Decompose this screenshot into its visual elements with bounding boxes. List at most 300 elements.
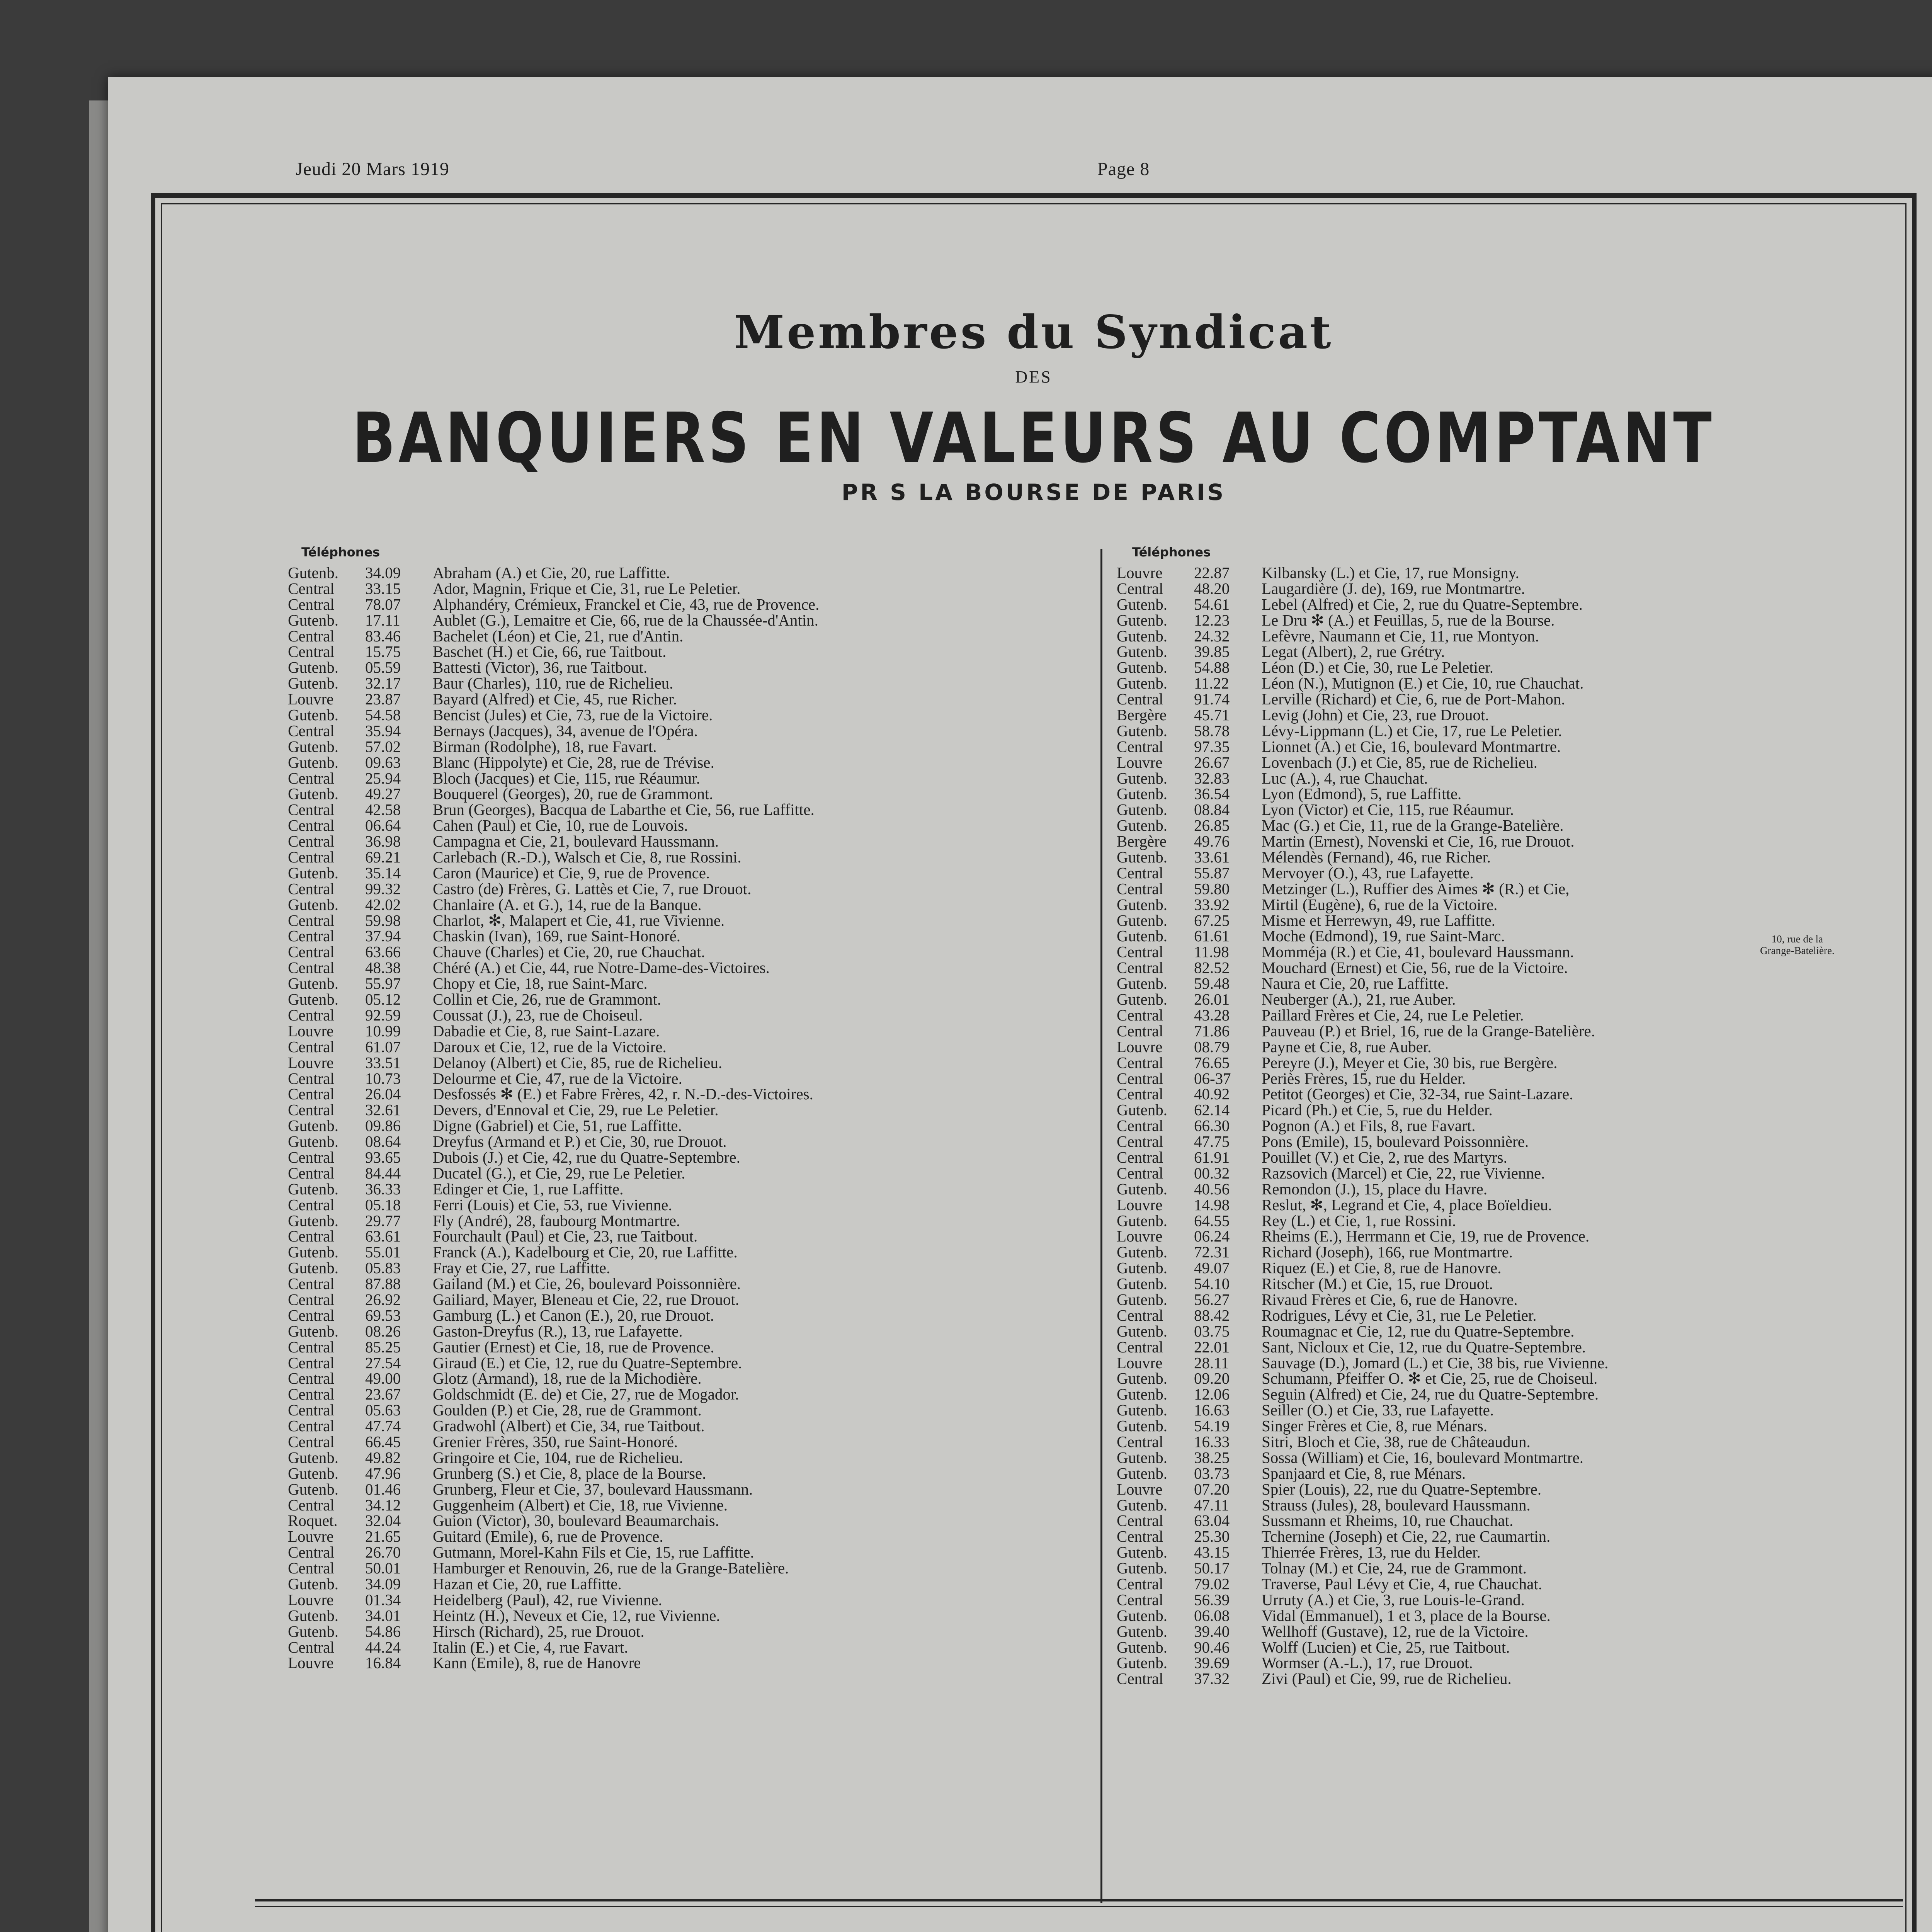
phone-exchange: Gutenb. <box>1117 1290 1167 1308</box>
member-entry: Fly (André), 28, faubourg Montmartre. <box>433 1211 680 1230</box>
member-row <box>288 1608 1076 1624</box>
member-row <box>1117 1197 1774 1213</box>
member-entry: Kann (Emile), 8, rue de Hanovre <box>433 1654 641 1672</box>
member-entry: Neuberger (A.), 21, rue Auber. <box>1262 990 1456 1009</box>
member-entry: Luc (A.), 4, rue Chauchat. <box>1262 769 1428 787</box>
member-row <box>288 865 1076 881</box>
phone-exchange: Gutenb. <box>288 674 338 692</box>
phone-exchange: Central <box>288 1085 335 1103</box>
member-row <box>288 897 1076 913</box>
phone-exchange: Gutenb. <box>288 753 338 771</box>
phone-exchange: Gutenb. <box>1117 1559 1167 1577</box>
member-row <box>288 1434 1076 1450</box>
phone-exchange: Central <box>1117 1512 1163 1530</box>
member-row <box>288 1339 1076 1355</box>
member-row <box>288 913 1076 929</box>
phone-exchange: Roquet. <box>288 1512 338 1530</box>
phone-number: 55.01 <box>365 1243 401 1261</box>
member-row <box>1117 1007 1774 1023</box>
member-entry: Laugardière (J. de), 169, rue Montmartre. <box>1262 579 1525 597</box>
phone-number: 05.59 <box>365 658 401 677</box>
phone-number: 42.02 <box>365 895 401 913</box>
member-entry: Metzinger (L.), Ruffier des Aimes ✻ (R.) et Cie, <box>1262 879 1570 898</box>
phone-number: 23.67 <box>365 1385 401 1403</box>
member-row <box>288 1244 1076 1260</box>
phone-number: 66.45 <box>365 1432 401 1451</box>
member-row <box>1117 913 1774 929</box>
member-entry: Pauveau (P.) et Briel, 16, rue de la Grange-Batelière. <box>1262 1022 1595 1040</box>
phone-number: 12.23 <box>1194 611 1230 629</box>
member-entry: Delourme et Cie, 47, rue de la Victoire. <box>433 1069 682 1087</box>
member-row <box>1117 1228 1774 1244</box>
phone-number: 23.87 <box>365 690 401 708</box>
phone-exchange: Central <box>288 927 335 945</box>
member-row <box>1117 1181 1774 1197</box>
member-row <box>1117 1118 1774 1134</box>
phone-number: 40.92 <box>1194 1085 1230 1103</box>
phone-exchange: Gutenb. <box>1117 990 1167 1009</box>
phone-exchange: Gutenb. <box>1117 769 1167 787</box>
phone-number: 08.84 <box>1194 801 1230 819</box>
member-entry: Chanlaire (A. et G.), 14, rue de la Banque. <box>433 895 702 913</box>
member-entry: Bernays (Jacques), 34, avenue de l'Opéra. <box>433 721 698 740</box>
phone-number: 50.17 <box>1194 1559 1230 1577</box>
phone-number: 62.14 <box>1194 1101 1230 1119</box>
phone-exchange: Louvre <box>288 1527 334 1546</box>
member-row <box>288 1086 1076 1102</box>
member-entry: Urruty (A.) et Cie, 3, rue Louis-le-Grand. <box>1262 1590 1525 1609</box>
phone-number: 66.30 <box>1194 1117 1230 1135</box>
phone-exchange: Central <box>1117 1117 1163 1135</box>
member-entry: Ducatel (G.), et Cie, 29, rue Le Peletier. <box>433 1164 685 1182</box>
member-row <box>288 1560 1076 1576</box>
phone-exchange: Gutenb. <box>288 1259 338 1277</box>
right-telephones-label: Téléphones <box>1132 545 1211 560</box>
phone-exchange: Central <box>1117 690 1163 708</box>
member-row <box>288 1624 1076 1639</box>
phone-exchange: Gutenb. <box>1117 1543 1167 1561</box>
phone-exchange: Gutenb. <box>1117 927 1167 945</box>
phone-exchange: Central <box>1117 959 1163 977</box>
phone-number: 43.15 <box>1194 1543 1230 1561</box>
phone-exchange: Gutenb. <box>1117 611 1167 629</box>
phone-number: 33.61 <box>1194 848 1230 866</box>
phone-number: 16.63 <box>1194 1401 1230 1419</box>
member-entry: Brun (Georges), Bacqua de Labarthe et Cie, 56, rue Laffitte. <box>433 801 815 819</box>
phone-number: 37.32 <box>1194 1670 1230 1688</box>
member-row <box>1117 1339 1774 1355</box>
member-row <box>1117 1308 1774 1323</box>
member-row <box>288 1308 1076 1323</box>
phone-exchange: Central <box>288 1037 335 1056</box>
member-entry: Tchernine (Joseph) et Cie, 22, rue Caumartin. <box>1262 1527 1551 1546</box>
member-entry: Mac (G.) et Cie, 11, rue de la Grange-Batelière. <box>1262 816 1564 835</box>
phone-number: 26.92 <box>365 1290 401 1308</box>
phone-exchange: Central <box>288 832 335 850</box>
phone-number: 14.98 <box>1194 1196 1230 1214</box>
member-entry: Bloch (Jacques) et Cie, 115, rue Réaumur. <box>433 769 700 787</box>
member-entry: Ferri (Louis) et Cie, 53, rue Vivienne. <box>433 1196 672 1214</box>
phone-exchange: Gutenb. <box>1117 1622 1167 1640</box>
phone-exchange: Central <box>288 1227 335 1245</box>
member-row <box>288 1655 1076 1671</box>
phone-number: 39.69 <box>1194 1654 1230 1672</box>
phone-exchange: Louvre <box>288 1590 334 1609</box>
member-row <box>288 1576 1076 1592</box>
phone-number: 06.64 <box>365 816 401 835</box>
phone-number: 82.52 <box>1194 959 1230 977</box>
phone-number: 87.88 <box>365 1275 401 1293</box>
member-entry: Seiller (O.) et Cie, 33, rue Lafayette. <box>1262 1401 1494 1419</box>
phone-number: 33.15 <box>365 579 401 597</box>
member-entry: Chopy et Cie, 18, rue Saint-Marc. <box>433 975 648 993</box>
member-entry: Castro (de) Frères, G. Lattès et Cie, 7, rue Drouot. <box>433 879 752 898</box>
phone-number: 83.46 <box>365 627 401 645</box>
member-entry: Rheims (E.), Herrmann et Cie, 19, rue de Provence. <box>1262 1227 1590 1245</box>
phone-exchange: Gutenb. <box>288 785 338 803</box>
member-entry: Wolff (Lucien) et Cie, 25, rue Taitbout. <box>1262 1638 1510 1656</box>
member-row <box>1117 691 1774 707</box>
phone-exchange: Central <box>288 816 335 835</box>
phone-number: 32.83 <box>1194 769 1230 787</box>
member-entry: Desfossés ✻ (E.) et Fabre Frères, 42, r. N.-D.-des-Victoires. <box>433 1085 813 1103</box>
phone-exchange: Central <box>288 595 335 613</box>
phone-number: 63.66 <box>365 943 401 961</box>
member-row <box>288 565 1076 581</box>
phone-number: 06.08 <box>1194 1606 1230 1624</box>
phone-number: 32.17 <box>365 674 401 692</box>
phone-exchange: Gutenb. <box>1117 1654 1167 1672</box>
phone-exchange: Central <box>1117 1590 1163 1609</box>
phone-number: 05.18 <box>365 1196 401 1214</box>
member-entry: Chaskin (Ivan), 169, rue Saint-Honoré. <box>433 927 681 945</box>
phone-number: 06-37 <box>1194 1069 1231 1087</box>
phone-exchange: Gutenb. <box>1117 1638 1167 1656</box>
member-entry: Petitot (Georges) et Cie, 32-34, rue Saint-Lazare. <box>1262 1085 1573 1103</box>
member-entry: Carlebach (R.-D.), Walsch et Cie, 8, rue Rossini. <box>433 848 742 866</box>
phone-number: 17.11 <box>365 611 400 629</box>
member-entry: Misme et Herrewyn, 49, rue Laffitte. <box>1262 911 1495 929</box>
member-row <box>1117 1592 1774 1608</box>
member-entry: Spanjaard et Cie, 8, rue Ménars. <box>1262 1464 1466 1482</box>
phone-exchange: Central <box>1117 1527 1163 1546</box>
phone-number: 22.87 <box>1194 564 1230 582</box>
member-row <box>288 1039 1076 1055</box>
member-entry: Naura et Cie, 20, rue Laffitte. <box>1262 975 1449 993</box>
member-row <box>288 739 1076 755</box>
member-entry: Pouillet (V.) et Cie, 2, rue des Martyrs. <box>1262 1148 1507 1166</box>
member-entry: Seguin (Alfred) et Cie, 24, rue du Quatre-Septembre. <box>1262 1385 1599 1403</box>
phone-number: 59.80 <box>1194 879 1230 898</box>
member-row <box>288 1355 1076 1371</box>
phone-number: 92.59 <box>365 1006 401 1024</box>
phone-exchange: Central <box>288 1543 335 1561</box>
member-entry: Italin (E.) et Cie, 4, rue Favart. <box>433 1638 628 1656</box>
member-entry: Ritscher (M.) et Cie, 15, rue Drouot. <box>1262 1275 1493 1293</box>
phone-number: 47.11 <box>1194 1496 1229 1514</box>
title-des: DES <box>1015 367 1052 386</box>
member-row <box>1117 1544 1774 1560</box>
phone-exchange: Central <box>288 1354 335 1372</box>
phone-number: 48.38 <box>365 959 401 977</box>
member-row <box>1117 944 1774 960</box>
phone-number: 06.24 <box>1194 1227 1230 1245</box>
member-entry: Strauss (Jules), 28, boulevard Haussmann. <box>1262 1496 1531 1514</box>
phone-exchange: Gutenb. <box>288 895 338 913</box>
phone-number: 97.35 <box>1194 737 1230 755</box>
member-row <box>1117 612 1774 628</box>
phone-exchange: Gutenb. <box>288 1211 338 1230</box>
member-row <box>288 1639 1076 1655</box>
member-row <box>1117 992 1774 1007</box>
phone-exchange: Gutenb. <box>288 1448 338 1466</box>
member-row <box>288 1213 1076 1229</box>
member-entry: Razsovich (Marcel) et Cie, 22, rue Vivienne. <box>1262 1164 1545 1182</box>
left-telephones-label: Téléphones <box>301 545 380 560</box>
phone-number: 16.33 <box>1194 1432 1230 1451</box>
member-entry: Birman (Rodolphe), 18, rue Favart. <box>433 737 657 755</box>
phone-exchange: Central <box>288 943 335 961</box>
phone-number: 57.02 <box>365 737 401 755</box>
phone-number: 26.04 <box>365 1085 401 1103</box>
member-entry: Gringoire et Cie, 104, rue de Richelieu. <box>433 1448 683 1466</box>
phone-number: 08.79 <box>1194 1037 1230 1056</box>
member-entry: Fray et Cie, 27, rue Laffitte. <box>433 1259 611 1277</box>
phone-number: 34.01 <box>365 1606 401 1624</box>
phone-exchange: Gutenb. <box>1117 674 1167 692</box>
member-entry: Sussmann et Rheims, 10, rue Chauchat. <box>1262 1512 1514 1530</box>
phone-exchange: Louvre <box>288 1022 334 1040</box>
member-entry: Daroux et Cie, 12, rue de la Victoire. <box>433 1037 667 1056</box>
member-entry: Momméja (R.) et Cie, 41, boulevard Haussmann. <box>1262 943 1574 961</box>
phone-number: 32.04 <box>365 1512 401 1530</box>
member-entry: Schumann, Pfeiffer O. ✻ et Cie, 25, rue de Choiseul. <box>1262 1369 1598 1388</box>
member-row <box>288 675 1076 691</box>
side-note-line1: 10, rue de la <box>1771 933 1823 945</box>
member-entry: Fourchault (Paul) et Cie, 23, rue Taitbout. <box>433 1227 698 1245</box>
member-entry: Lefèvre, Naumann et Cie, 11, rue Montyon. <box>1262 627 1539 645</box>
member-row <box>288 581 1076 597</box>
phone-exchange: Central <box>1117 1006 1163 1024</box>
member-row <box>288 1276 1076 1292</box>
phone-exchange: Central <box>288 1385 335 1403</box>
member-row <box>1117 865 1774 881</box>
phone-number: 26.01 <box>1194 990 1230 1009</box>
member-entry: Cahen (Paul) et Cie, 10, rue de Louvois. <box>433 816 688 835</box>
member-row <box>1117 1244 1774 1260</box>
side-note-line2: Grange-Batelière. <box>1760 945 1835 956</box>
member-row <box>288 849 1076 865</box>
member-row <box>288 1118 1076 1134</box>
member-entry: Tolnay (M.) et Cie, 24, rue de Grammont. <box>1262 1559 1527 1577</box>
phone-exchange: Gutenb. <box>1117 1275 1167 1293</box>
member-entry: Legat (Albert), 2, rue Grétry. <box>1262 643 1445 661</box>
member-row <box>1117 786 1774 802</box>
member-row <box>1117 1608 1774 1624</box>
phone-number: 85.25 <box>365 1338 401 1356</box>
member-entry: Guion (Victor), 30, boulevard Beaumarchais. <box>433 1512 719 1530</box>
member-row <box>1117 1481 1774 1497</box>
phone-exchange: Gutenb. <box>1117 1464 1167 1482</box>
member-entry: Pereyre (J.), Meyer et Cie, 30 bis, rue Bergère. <box>1262 1053 1558 1071</box>
phone-number: 91.74 <box>1194 690 1230 708</box>
member-row <box>1117 881 1774 897</box>
phone-exchange: Gutenb. <box>1117 848 1167 866</box>
phone-exchange: Central <box>288 1638 335 1656</box>
phone-number: 58.78 <box>1194 721 1230 740</box>
phone-exchange: Louvre <box>1117 1354 1163 1372</box>
phone-exchange: Central <box>1117 1022 1163 1040</box>
member-entry: Gailand (M.) et Cie, 26, boulevard Poissonnière. <box>433 1275 741 1293</box>
phone-number: 54.61 <box>1194 595 1230 613</box>
member-row <box>1117 1150 1774 1165</box>
phone-number: 54.58 <box>365 706 401 724</box>
member-row <box>288 802 1076 818</box>
member-entry: Levig (John) et Cie, 23, rue Drouot. <box>1262 706 1489 724</box>
phone-number: 49.27 <box>365 785 401 803</box>
phone-number: 36.33 <box>365 1180 401 1198</box>
member-entry: Guggenheim (Albert) et Cie, 18, rue Vivienne. <box>433 1496 728 1514</box>
phone-exchange: Gutenb. <box>1117 1211 1167 1230</box>
phone-number: 61.07 <box>365 1037 401 1056</box>
member-row <box>288 644 1076 660</box>
member-row <box>288 1023 1076 1039</box>
member-entry: Periès Frères, 15, rue du Helder. <box>1262 1069 1466 1087</box>
member-row <box>288 1102 1076 1118</box>
phone-exchange: Central <box>288 769 335 787</box>
member-row <box>1117 1055 1774 1071</box>
phone-exchange: Central <box>288 911 335 929</box>
phone-number: 00.32 <box>1194 1164 1230 1182</box>
phone-exchange: Central <box>288 1069 335 1087</box>
phone-number: 26.70 <box>365 1543 401 1561</box>
phone-number: 61.61 <box>1194 927 1230 945</box>
phone-exchange: Gutenb. <box>1117 1606 1167 1624</box>
phone-number: 33.92 <box>1194 895 1230 913</box>
member-entry: Lévy-Lippmann (L.) et Cie, 17, rue Le Peletier. <box>1262 721 1562 740</box>
member-entry: Gradwohl (Albert) et Cie, 34, rue Taitbout. <box>433 1417 705 1435</box>
phone-exchange: Gutenb. <box>1117 1385 1167 1403</box>
member-entry: Lyon (Victor) et Cie, 115, rue Réaumur. <box>1262 801 1514 819</box>
phone-number: 03.73 <box>1194 1464 1230 1482</box>
member-row <box>1117 833 1774 849</box>
member-entry: Rodrigues, Lévy et Cie, 31, rue Le Peletier. <box>1262 1306 1537 1324</box>
phone-number: 61.91 <box>1194 1148 1230 1166</box>
member-row <box>1117 660 1774 675</box>
phone-exchange: Central <box>288 801 335 819</box>
phone-number: 26.67 <box>1194 753 1230 771</box>
phone-exchange: Central <box>288 1432 335 1451</box>
member-entry: Sant, Nicloux et Cie, 12, rue du Quatre-Septembre. <box>1262 1338 1586 1356</box>
phone-exchange: Louvre <box>1117 753 1163 771</box>
member-entry: Wellhoff (Gustave), 12, rue de la Victoire. <box>1262 1622 1529 1640</box>
member-row <box>1117 1276 1774 1292</box>
member-entry: Payne et Cie, 8, rue Auber. <box>1262 1037 1432 1056</box>
member-row <box>288 1007 1076 1023</box>
phone-exchange: Central <box>288 1559 335 1577</box>
phone-number: 79.02 <box>1194 1575 1230 1593</box>
phone-exchange: Bergère <box>1117 832 1167 850</box>
member-row <box>1117 597 1774 612</box>
phone-exchange: Gutenb. <box>288 1243 338 1261</box>
member-row <box>1117 1560 1774 1576</box>
phone-number: 69.21 <box>365 848 401 866</box>
phone-number: 10.99 <box>365 1022 401 1040</box>
member-row <box>288 1323 1076 1339</box>
member-entry: Bayard (Alfred) et Cie, 45, rue Richer. <box>433 690 677 708</box>
phone-exchange: Gutenb. <box>288 990 338 1009</box>
member-entry: Bachelet (Léon) et Cie, 21, rue d'Antin. <box>433 627 684 645</box>
member-row <box>288 628 1076 644</box>
phone-number: 32.61 <box>365 1101 401 1119</box>
member-row <box>1117 1402 1774 1418</box>
phone-exchange: Bergère <box>1117 706 1167 724</box>
phone-exchange: Louvre <box>1117 1037 1163 1056</box>
phone-number: 21.65 <box>365 1527 401 1546</box>
member-row <box>288 1450 1076 1466</box>
side-note <box>1760 933 1835 956</box>
phone-exchange: Central <box>1117 1085 1163 1103</box>
phone-number: 05.83 <box>365 1259 401 1277</box>
member-row <box>288 755 1076 770</box>
member-entry: Lionnet (A.) et Cie, 16, boulevard Montmartre. <box>1262 737 1561 755</box>
member-row <box>1117 723 1774 739</box>
member-entry: Hamburger et Renouvin, 26, rue de la Grange-Batelière. <box>433 1559 789 1577</box>
phone-exchange: Gutenb. <box>288 1622 338 1640</box>
phone-exchange: Gutenb. <box>288 658 338 677</box>
member-row <box>1117 1624 1774 1639</box>
member-row <box>1117 818 1774 833</box>
member-entry: Kilbansky (L.) et Cie, 17, rue Monsigny. <box>1262 564 1519 582</box>
member-row <box>1117 849 1774 865</box>
phone-number: 33.51 <box>365 1053 401 1071</box>
phone-number: 05.12 <box>365 990 401 1009</box>
phone-exchange: Central <box>288 1148 335 1166</box>
member-entry: Giraud (E.) et Cie, 12, rue du Quatre-Septembre. <box>433 1354 742 1372</box>
member-row <box>1117 644 1774 660</box>
member-row <box>1117 770 1774 786</box>
phone-number: 64.55 <box>1194 1211 1230 1230</box>
member-row <box>288 1418 1076 1434</box>
phone-number: 71.86 <box>1194 1022 1230 1040</box>
phone-number: 25.94 <box>365 769 401 787</box>
phone-number: 47.75 <box>1194 1133 1230 1151</box>
phone-exchange: Louvre <box>1117 564 1163 582</box>
phone-number: 54.86 <box>365 1622 401 1640</box>
phone-number: 38.25 <box>1194 1448 1230 1466</box>
member-entry: Abraham (A.) et Cie, 20, rue Laffitte. <box>433 564 670 582</box>
phone-number: 27.54 <box>365 1354 401 1372</box>
phone-exchange: Central <box>288 1196 335 1214</box>
member-row <box>1117 1639 1774 1655</box>
member-row <box>1117 1292 1774 1308</box>
phone-number: 24.32 <box>1194 627 1230 645</box>
phone-exchange: Central <box>1117 579 1163 597</box>
phone-number: 35.14 <box>365 864 401 882</box>
phone-exchange: Central <box>1117 879 1163 898</box>
phone-exchange: Louvre <box>288 1053 334 1071</box>
phone-exchange: Central <box>288 1417 335 1435</box>
phone-exchange: Central <box>288 879 335 898</box>
phone-exchange: Central <box>1117 1053 1163 1071</box>
member-row <box>1117 1371 1774 1386</box>
member-row <box>288 833 1076 849</box>
phone-exchange: Gutenb. <box>1117 801 1167 819</box>
member-entry: Lebel (Alfred) et Cie, 2, rue du Quatre-Septembre. <box>1262 595 1583 613</box>
member-row <box>288 1197 1076 1213</box>
member-entry: Grunberg, Fleur et Cie, 37, boulevard Haussmann. <box>433 1480 753 1498</box>
member-row <box>288 976 1076 992</box>
